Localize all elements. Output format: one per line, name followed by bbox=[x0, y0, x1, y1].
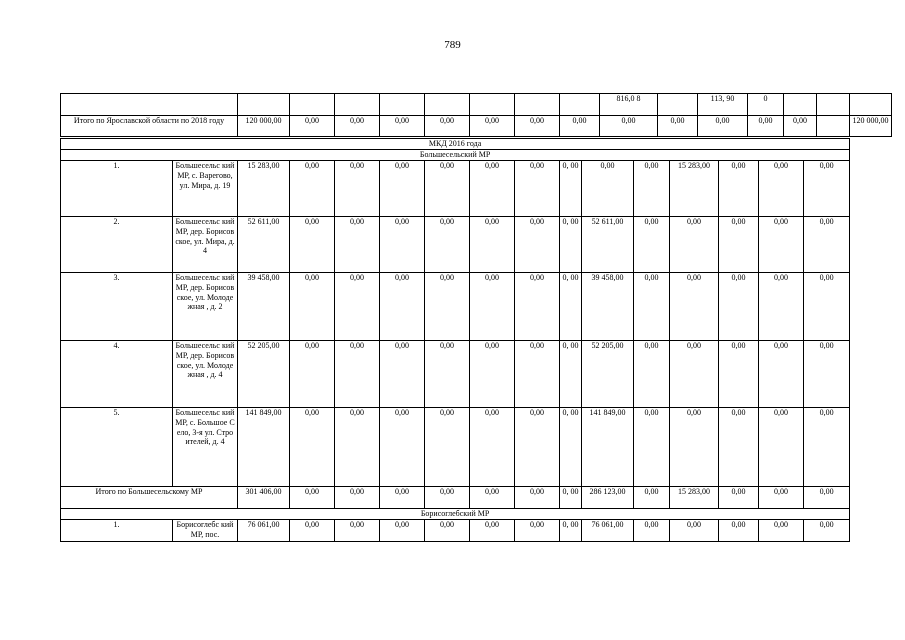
row-address: Большесельс кий МР, с. Большое Село, 3-я ул. Строителей, д. 4 bbox=[173, 408, 238, 487]
district-header-row bbox=[61, 150, 850, 161]
table-cell: 816,0 8 bbox=[600, 94, 658, 116]
page-number: 789 bbox=[444, 39, 461, 51]
table-row: 5. Большесельс кий МР, с. Большое Село, 3-я ул. Строителей, д. 4 141 849,00 0,00 0,00 0,00 0,00 0,00 0,00 0, 00 141 849,00 0,00 0,00 0,00 0,00 0,00 bbox=[61, 408, 850, 487]
row-number: 1. bbox=[61, 520, 173, 542]
row-address: Большесельс кий МР, дер. Борисовское, ул. Мира, д. 4 bbox=[173, 217, 238, 273]
row-address: Большесельс кий МР, дер. Борисовское, ул. Молодежная , д. 4 bbox=[173, 341, 238, 408]
table-row bbox=[61, 94, 892, 116]
table-row: 1. Большесельс кий МР, с. Варегово, ул. Мира, д. 19 15 283,00 0,00 0,00 0,00 0,00 0,00 0,00 0, 00 0,00 0,00 15 283,00 0,00 0,00 0,00 bbox=[61, 161, 850, 217]
row-number: 1. bbox=[61, 161, 173, 217]
row-number: 3. bbox=[61, 273, 173, 341]
row-address: Борисоглебс кий МР, пос. bbox=[173, 520, 238, 542]
mkd-table bbox=[60, 138, 850, 542]
row-label: Итого по Большесельскому МР bbox=[61, 487, 238, 509]
row-number: 4. bbox=[61, 341, 173, 408]
district-header-row bbox=[61, 509, 850, 520]
row-number: 5. bbox=[61, 408, 173, 487]
section-title: МКД 2016 года bbox=[61, 139, 850, 150]
row-label: Итого по Ярославской области по 2018 году bbox=[61, 116, 238, 137]
row-number: 2. bbox=[61, 217, 173, 273]
table-row: 4. Большесельс кий МР, дер. Борисовское, ул. Молодежная , д. 4 52 205,00 0,00 0,00 0,00 0,00 0,00 0,00 0, 00 52 205,00 0,00 0,00 0,00 0,00 0,00 bbox=[61, 341, 850, 408]
table-row: 3. Большесельс кий МР, дер. Борисовское, ул. Молодежная , д. 2 39 458,00 0,00 0,00 0,00 0,00 0,00 0,00 0, 00 39 458,00 0,00 0,00 0,00 0,00 0,00 bbox=[61, 273, 850, 341]
row-address: Большесельс кий МР, с. Варегово, ул. Мира, д. 19 bbox=[173, 161, 238, 217]
district-title: Борисоглебский МР bbox=[61, 509, 850, 520]
table-cell: 113, 90 bbox=[698, 94, 748, 116]
table-row: 1. Борисоглебс кий МР, пос. 76 061,00 0,00 0,00 0,00 0,00 0,00 0,00 0, 00 76 061,00 0,00 0,00 0,00 0,00 0,00 bbox=[61, 520, 850, 542]
table-cell: 0 bbox=[748, 94, 784, 116]
district-title: Большесельский МР bbox=[61, 150, 850, 161]
section-header-row bbox=[61, 139, 850, 150]
table-row: 2. Большесельс кий МР, дер. Борисовское, ул. Мира, д. 4 52 611,00 0,00 0,00 0,00 0,00 0,00 0,00 0, 00 52 611,00 0,00 0,00 0,00 0,00 0,00 bbox=[61, 217, 850, 273]
row-address: Большесельс кий МР, дер. Борисовское, ул. Молодежная , д. 2 bbox=[173, 273, 238, 341]
district-total-row: Итого по Большесельскому МР 301 406,00 0,00 0,00 0,00 0,00 0,00 0,00 0, 00 286 123,00 0,00 15 283,00 0,00 0,00 0,00 bbox=[61, 487, 850, 509]
regional-total-table bbox=[60, 93, 892, 137]
regional-total-row: Итого по Ярославской области по 2018 году 120 000,00 0,00 0,00 0,00 0,00 0,00 0,00 0,00 0,00 0,00 0,00 0,00 0,00 120 000,00 bbox=[61, 116, 892, 137]
